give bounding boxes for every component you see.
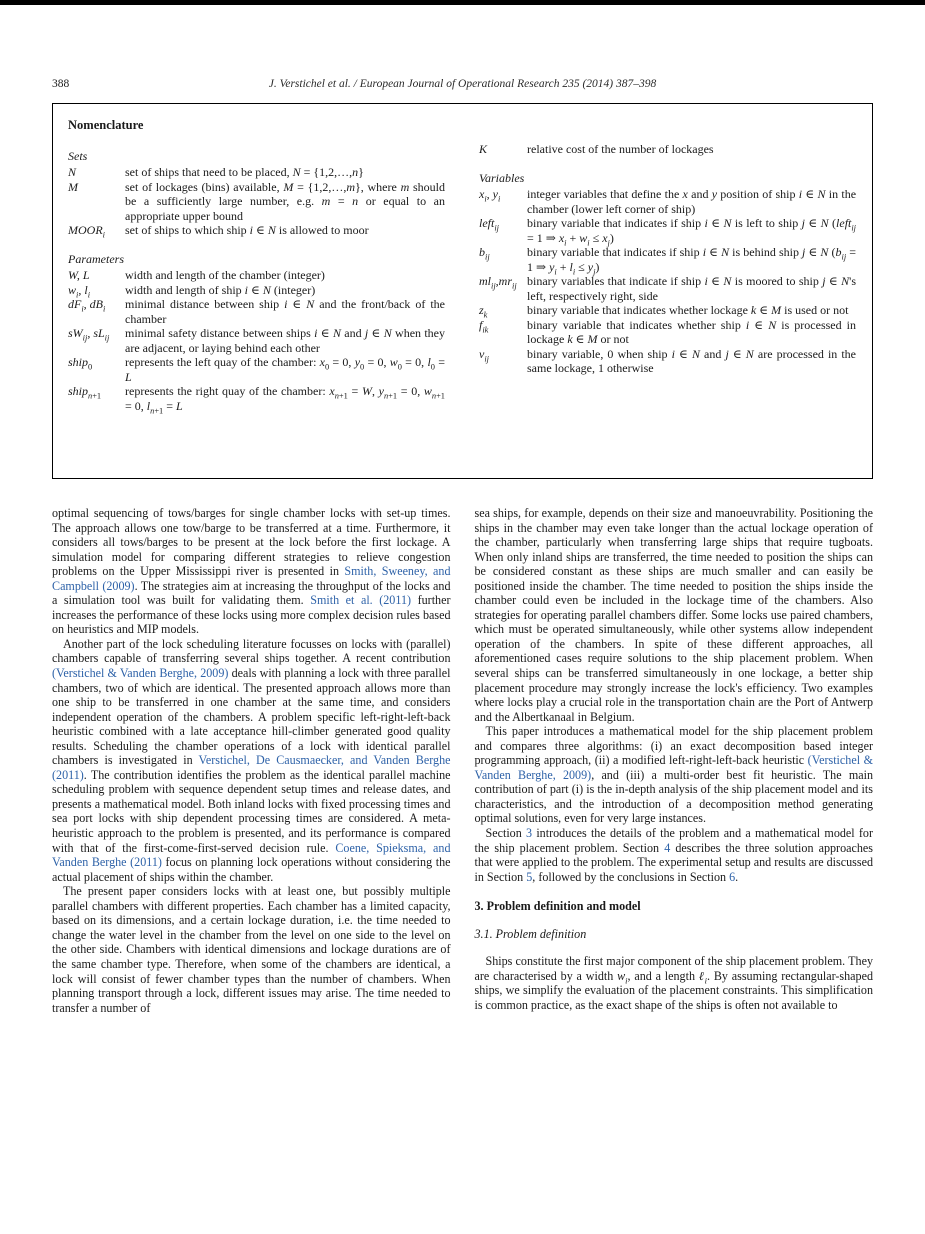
- paragraph: Ships constitute the first major component of the ship placement problem. They are characterised by a width $w_i$, and a length ℓ$_i$. By assuming rectangular-shaped ships, we simplify the evaluation of the placement constraints. This simplification is common practice, as the exact shape of the ships is often not available to: [474, 954, 873, 1012]
- nomenclature-definition: binary variable that indicates whether ship i ∈ N is processed in lockage k ∈ M or not: [527, 317, 857, 346]
- nomenclature-definition: represents the left quay of the chamber: $x_0 = 0$, $y_0 = 0$, $w_0 = 0$, $l_0 = L$: [125, 355, 445, 384]
- nomenclature-entry: [68, 268, 445, 283]
- nomenclature-term: $ml_{ij},mr_{ij}$: [479, 274, 517, 291]
- nomenclature-entry: [479, 303, 856, 318]
- subsection-heading: 3.1. Problem definition: [474, 926, 587, 941]
- paragraph: optimal sequencing of tows/barges for single chamber locks with set-up times. The approach allows one tow/barge to be transferred at a time. Furthermore, it considers all tows/barges to be present at the lock before the first lockage. A simulation model for comparing different strategies to relieve congestion problems on the Upper Mississippi river is presented in Smith, Sweeney, and Campbell (2009). The strategies aim at increasing the throughput of the locks and a simulation tool was built for validating them. Smith et al. (2011) further increases the performance of these locks using more complex decision rules based on heuristics and MIP models.: [52, 506, 451, 637]
- nomenclature-definition: integer variables that define the x and y position of ship i ∈ N in the chamber (lower left corner of ship): [527, 187, 857, 216]
- nomenclature-definition: binary variable, 0 when ship i ∈ N and j ∈ N are processed in the same lockage, 1 otherwise: [527, 346, 857, 375]
- nomenclature-left-entries: [68, 149, 445, 414]
- section-heading: 3. Problem definition and model: [474, 899, 641, 914]
- nomenclature-entry: [479, 142, 856, 157]
- nomenclature-entry: [479, 216, 856, 245]
- nomenclature-term: $w_i$, $l_i$: [68, 282, 91, 299]
- nomenclature-definition: binary variable that indicates if ship i ∈ N is left to ship j ∈ N (left$_{ij}$ = 1 ⇒ $x_i + w_i \le x_j$): [527, 216, 857, 247]
- nomenclature-term: $x_i$, $y_i$: [479, 187, 501, 204]
- nomenclature-right-column: [479, 118, 856, 458]
- nomenclature-box: [52, 103, 873, 479]
- nomenclature-definition: minimal safety distance between ships i ∈ N and j ∈ N when they are adjacent, or laying behind each other: [125, 326, 446, 355]
- nomenclature-definition: represents the right quay of the chamber: $x_{n+1} = W$, $y_{n+1} = 0$, $w_{n+1} = 0$, $l_{n+1} = L$: [125, 384, 445, 415]
- nomenclature-term: $dF_i$, $dB_i$: [68, 297, 106, 314]
- nomenclature-definition: binary variable that indicates whether lockage k ∈ M is used or not: [527, 303, 849, 317]
- nomenclature-entry: [68, 180, 445, 224]
- citation-link[interactable]: 3: [526, 826, 533, 841]
- nomenclature-term: $MOOR_i$: [68, 223, 105, 240]
- nomenclature-definition: width and length of ship i ∈ N (integer): [125, 282, 316, 297]
- page-header: [52, 0, 873, 90]
- nomenclature-definition: minimal distance between ship i ∈ N and the front/back of the chamber: [125, 297, 445, 326]
- nomenclature-section-label: Sets: [68, 148, 88, 163]
- nomenclature-term: $sW_{ij}$, $sL_{ij}$: [68, 326, 110, 343]
- nomenclature-term: K: [479, 142, 488, 156]
- paragraph: This paper introduces a mathematical model for the ship placement problem and compares three algorithms: (i) an exact decomposition based integer programming approach, (ii) a modified left-right-left-back heuristic (Verstichel & Vanden Berghe, 2009), and (iii) a multi-order best fit heuristic. The main contribution of part (i) is the in-depth analysis of the ship placement model and its characteristics, and the introduction of a decomposition method generating optimal solutions, even for very large instances.: [474, 724, 874, 826]
- nomenclature-entry: [479, 274, 856, 303]
- nomenclature-entry: [479, 318, 856, 347]
- nomenclature-title: Nomenclature: [68, 118, 144, 132]
- nomenclature-term: M: [68, 179, 78, 194]
- nomenclature-definition: binary variables that indicate if ship i ∈ N is moored to ship j ∈ N's left, respectively right, side: [527, 274, 857, 303]
- nomenclature-definition: set of ships to which ship i ∈ N is allowed to moor: [125, 223, 369, 237]
- nomenclature-entry: [68, 165, 445, 180]
- citation-link[interactable]: 6: [729, 869, 736, 884]
- paragraph: The present paper considers locks with at least one, but possibly multiple parallel chambers with different properties. Each chamber has a limited capacity, based on its dimensions, and a certain lockage duration, i.e. the time needed to change the water level in the chamber from the level on one side to the level on the other side. Chambers with identical dimensions and lockage durations are of the same chamber type. Therefore, when some of the chambers are identical, a lock will consist of fewer chamber types than the number of chambers. When planning transport through a lock, different issues may arise. The time needed to transfer a number of: [52, 884, 451, 1015]
- citation-link[interactable]: 4: [664, 840, 671, 855]
- nomenclature-entry: [68, 283, 445, 298]
- citation-link[interactable]: Coene, Spieksma, and Vanden Berghe (2011): [52, 840, 451, 870]
- nomenclature-definition: relative cost of the number of lockages: [527, 142, 714, 156]
- body-right-column: [475, 506, 874, 1015]
- paragraph: sea ships, for example, depends on their size and manoeuvrability. Positioning the ships in the chamber may even take longer than the actual lockage operation of the chamber, particularly when transferring large ships that require tugboats. When only inland ships are transferred, the time needed to position the ships can be considered constant as these ships are much smaller and can easily be positioned inside the chamber. The time needed to position the ships inside the chamber could even be included in the lockage time of the chambers. Also strategies for operating parallel chambers differ. Some locks use paired chambers, which must be operated simultaneously, while other systems allow independent operation of the chambers. In spite of these different approaches, all aforementioned cases require solutions to the ship placement problem. When several ships can be transferred simultaneously in one lockage, a better ship placement procedure may strongly increase the lock's efficiency. Two examples where locks play a crucial role in the transportation chain are the Port of Antwerp and the Albertkanaal in Belgium.: [474, 506, 873, 724]
- nomenclature-entry: [68, 355, 445, 384]
- nomenclature-entry: [479, 245, 856, 274]
- citation-link[interactable]: (Verstichel & Vanden Berghe, 2009): [474, 753, 873, 782]
- nomenclature-term: $b_{ij}$: [479, 245, 490, 262]
- nomenclature-term: left$_{ij}$: [479, 216, 499, 233]
- nomenclature-entry: [68, 326, 445, 355]
- citation-link[interactable]: Smith et al. (2011): [310, 593, 412, 608]
- citation-link[interactable]: (Verstichel & Vanden Berghe, 2009): [52, 666, 229, 681]
- citation-link[interactable]: Verstichel, De Causmaecker, and Vanden Berghe (2011): [52, 753, 451, 782]
- nomenclature-entry: [68, 384, 445, 413]
- paragraph: Another part of the lock scheduling literature focusses on locks with (parallel) chambers capable of transferring several ships together. A recent contribution (Verstichel & Vanden Berghe, 2009) deals with planning a lock with three parallel chambers, two of which are identical. The presented approach allows more than one ship to be transferred in one chamber at the same time, and considers independent operation of the chambers. A problem specific left-right-left-back heuristic combined with a late acceptance hill-climber generated good quality results. Scheduling the chamber operations of a lock with identical parallel chambers is investigated in Verstichel, De Causmaecker, and Vanden Berghe (2011). The contribution identifies the problem as the identical parallel machine scheduling problem with sequence dependent setup times and release dates, and presents a mathematical model. Both inland locks with fixed processing times and sea port locks with ship dependent processing times are considered. A meta-heuristic approach to the problem is presented, and its performance is compared with that of the first-come-first-served decision rule. Coene, Spieksma, and Vanden Berghe (2011) focus on planning lock operations without considering the actual placement of ships within the chamber.: [52, 636, 451, 884]
- running-head: J. Verstichel et al. / European Journal of Operational Research 235 (2014) 387–398: [268, 78, 657, 90]
- page-number: 388: [52, 78, 70, 90]
- paragraph: Section 3 introduces the details of the problem and a mathematical model for the ship placement problem. Section 4 describes the three solution approaches that were applied to the problem. The experimental setup and results are discussed in Section 5, followed by the conclusions in Section 6.: [474, 826, 873, 884]
- nomenclature-entry: [68, 297, 445, 326]
- article-body: [52, 506, 873, 1015]
- nomenclature-definition: binary variable that indicates if ship i ∈ N is behind ship j ∈ N ($b_{ij} = 1$ ⇒ $y_i + l_i \le y_j$): [527, 245, 857, 276]
- nomenclature-section-label: Variables: [479, 170, 525, 185]
- nomenclature-left-column: [68, 118, 445, 458]
- citation-link[interactable]: 5: [526, 869, 533, 884]
- nomenclature-definition: width and length of the chamber (integer): [125, 268, 325, 282]
- nomenclature-term: ship$_{n+1}$: [68, 384, 102, 401]
- nomenclature-definition: set of ships that need to be placed, N = {1,2,…,n}: [125, 165, 364, 179]
- body-left-column: [52, 506, 451, 1015]
- nomenclature-term: W, L: [68, 268, 90, 282]
- nomenclature-entry: [479, 347, 856, 376]
- citation-link[interactable]: Smith, Sweeney, and Campbell (2009): [52, 564, 451, 593]
- nomenclature-term: ship$_0$: [68, 355, 93, 372]
- nomenclature-term: N: [68, 165, 77, 179]
- page-top-rule: [0, 0, 925, 5]
- nomenclature-term: $v_{ij}$: [479, 346, 489, 363]
- nomenclature-entry: [479, 187, 856, 216]
- nomenclature-entry: [68, 223, 445, 238]
- nomenclature-section-label: Parameters: [68, 251, 124, 266]
- nomenclature-term: $z_k$: [479, 303, 488, 320]
- nomenclature-definition: set of lockages (bins) available, M = {1,2,…,m}, where m should be a sufficiently large number, e.g. m = n or equal to an appropriate upper bound: [125, 179, 445, 223]
- nomenclature-term: $f_{ik}$: [479, 317, 489, 334]
- nomenclature-right-entries: [479, 142, 856, 376]
